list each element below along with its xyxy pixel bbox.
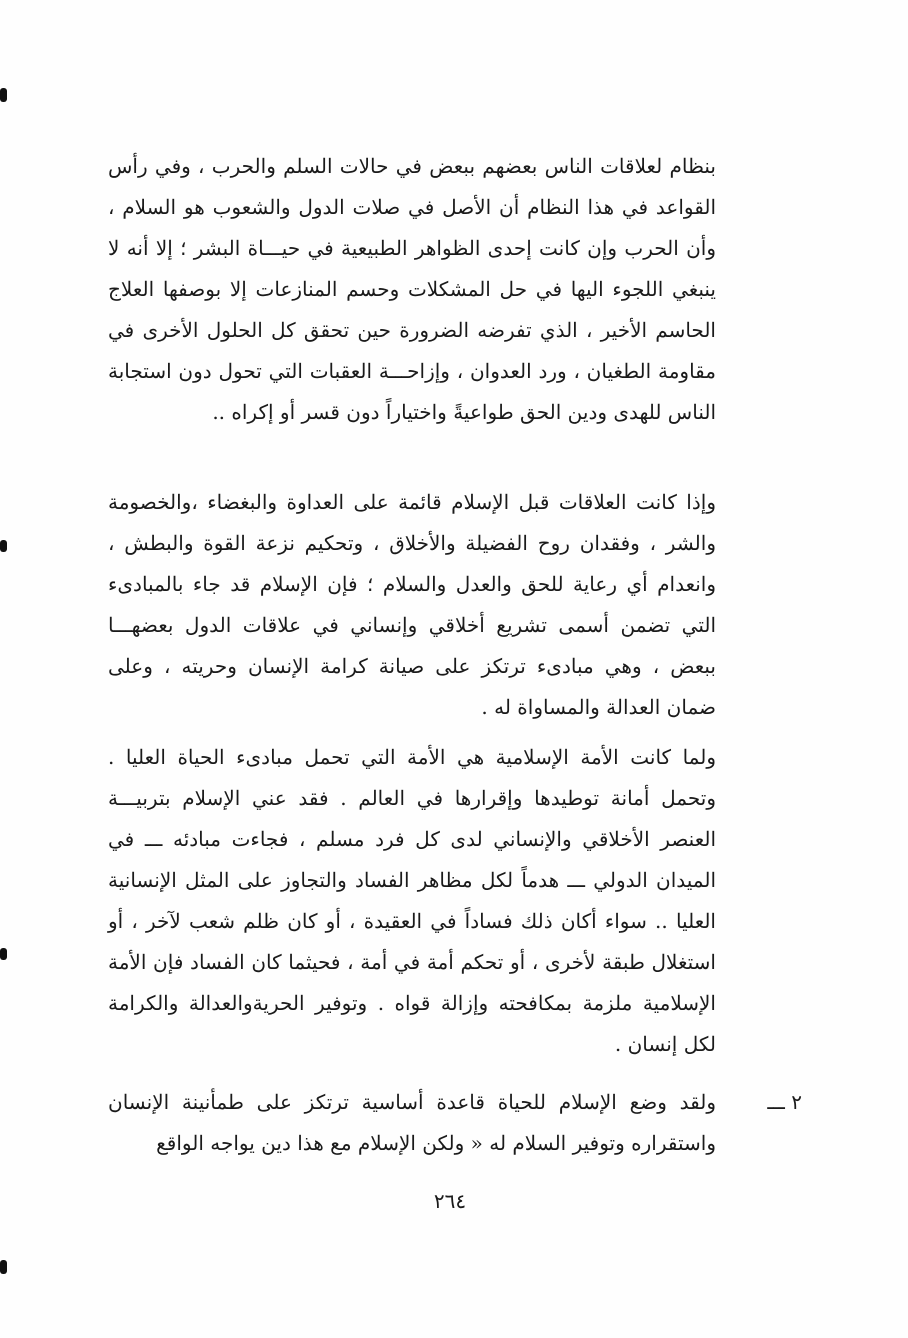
page-number: ٢٦٤: [433, 1189, 467, 1213]
margin-mark: [0, 948, 7, 960]
margin-mark: [0, 1260, 7, 1274]
list-item-number: ٢ ـــ: [767, 1090, 802, 1114]
paragraph-1: بنظام لعلاقات الناس بعضهم ببعض في حالات السلم والحرب ، وفي رأس القواعد في هذا النظام أن الأصل في صلات الدول والشعوب هو السلام ، وأن الحرب وإن كانت إحدى الظواهر الطبيعية في حيـــاة البشر ؛ إلا أنه لا ينبغي اللجوء اليها في حل المشكلات وحسم المنازعات إلا بوصفها العلاج الحاسم الأخير ، الذي تفرضه الضرورة حين تحقق كل الحلول الأخرى في مقاومة الطغيان ، ورد العدوان ، وإزاحـــة العقبات التي تحول دون استجابة الناس للهدى ودين الحق طواعيةً واختياراً دون قسر أو إكراه ..: [108, 154, 716, 424]
paragraph-3: ولما كانت الأمة الإسلامية هي الأمة التي تحمل مبادىء الحياة العليا . وتحمل أمانة توطيدها وإقرارها في العالم . فقد عني الإسلام بتربيـــة العنصر الأخلاقي والإنساني لدى كل فرد مسلم ، فجاءت مبادئه ـــ في الميدان الدولي ـــ هدماً لكل مظاهر الفساد والتجاوز على المثل الإنسانية العليا .. سواء أكان ذلك فساداً في العقيدة ، أو كان ظلم شعب لآخر ، أو استغلال طبقة لأخرى ، أو تحكم أمة في أمة ، فحيثما كان الفساد فإن الأمة الإسلامية ملزمة بمكافحته وإزالة قواه . وتوفير الحريةوالعدالة والكرامة لكل إنسان .: [108, 745, 716, 1056]
margin-mark: [0, 540, 7, 552]
paragraph-2: وإذا كانت العلاقات قبل الإسلام قائمة على العداوة والبغضاء ،والخصومة والشر ، وفقدان روح الفضيلة والأخلاق ، وتحكيم نزعة القوة والبطش ، وانعدام أي رعاية للحق والعدل والسلام ؛ فإن الإسلام قد جاء بالمبادىء التي تضمن أسمى تشريع أخلاقي وإنساني في علاقات الدول بعضهـــا ببعض ، وهي مبادىء ترتكز على صيانة كرامة الإنسان وحريته ، وعلى ضمان العدالة والمساواة له .: [108, 490, 716, 719]
paragraph-4: ولقد وضع الإسلام للحياة قاعدة أساسية ترتكز على طمأنينة الإنسان واستقراره وتوفير السلام له « ولكن الإسلام مع هذا دين يواجه الواقع: [108, 1090, 716, 1155]
margin-mark: [0, 88, 7, 102]
